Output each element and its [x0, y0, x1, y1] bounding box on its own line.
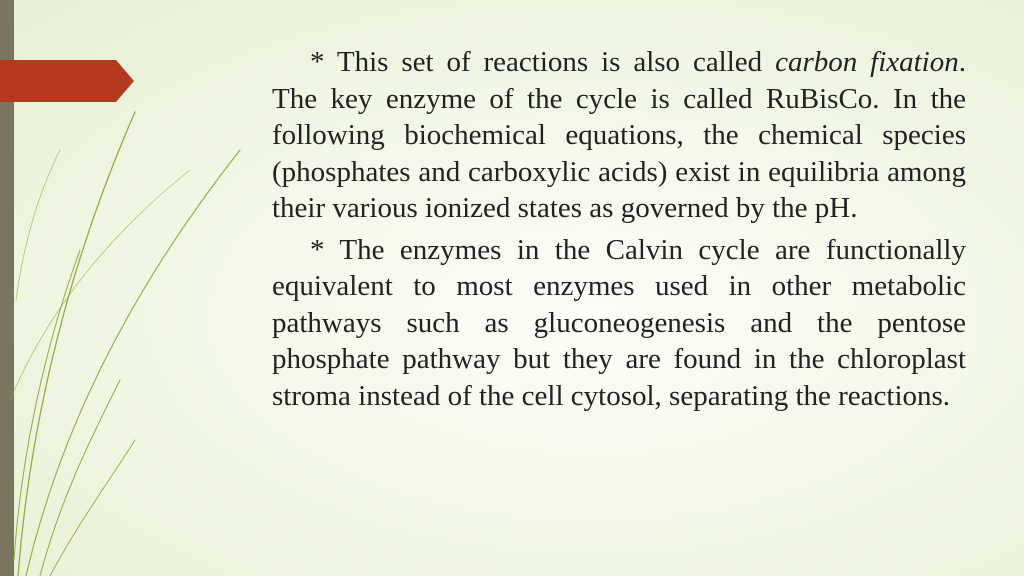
decor-line-7	[16, 150, 60, 300]
term-carbon-fixation: carbon fixation	[775, 46, 959, 78]
decor-line-5	[50, 440, 135, 576]
slide-content	[272, 44, 966, 419]
paragraph-1-lead: * This set of reactions is also called	[310, 46, 776, 78]
decor-line-4	[40, 380, 120, 576]
paragraph-carbon-fixation	[272, 44, 966, 227]
paragraph-1-body: . The key enzyme of the cycle is called RuBisCo. In the following biochemical equations, the chemical species (phosphates and carboxylic acids) exist in equilibria among their various ionized states as governed by the pH.	[272, 46, 966, 224]
paragraph-2-text: * The enzymes in the Calvin cycle are functionally equivalent to most enzymes used in other metabolic pathways such as gluconeogenesis and the pentose phosphate pathway but they are found in the chloroplast stroma instead of the cell cytosol, separating the reactions.	[272, 233, 966, 412]
decor-line-2	[26, 150, 240, 576]
red-arrow-banner	[0, 60, 134, 102]
decor-line-3	[14, 250, 80, 560]
decor-line-1	[18, 112, 135, 576]
paragraph-calvin-cycle-enzymes	[272, 232, 966, 415]
decor-line-6	[10, 170, 190, 400]
